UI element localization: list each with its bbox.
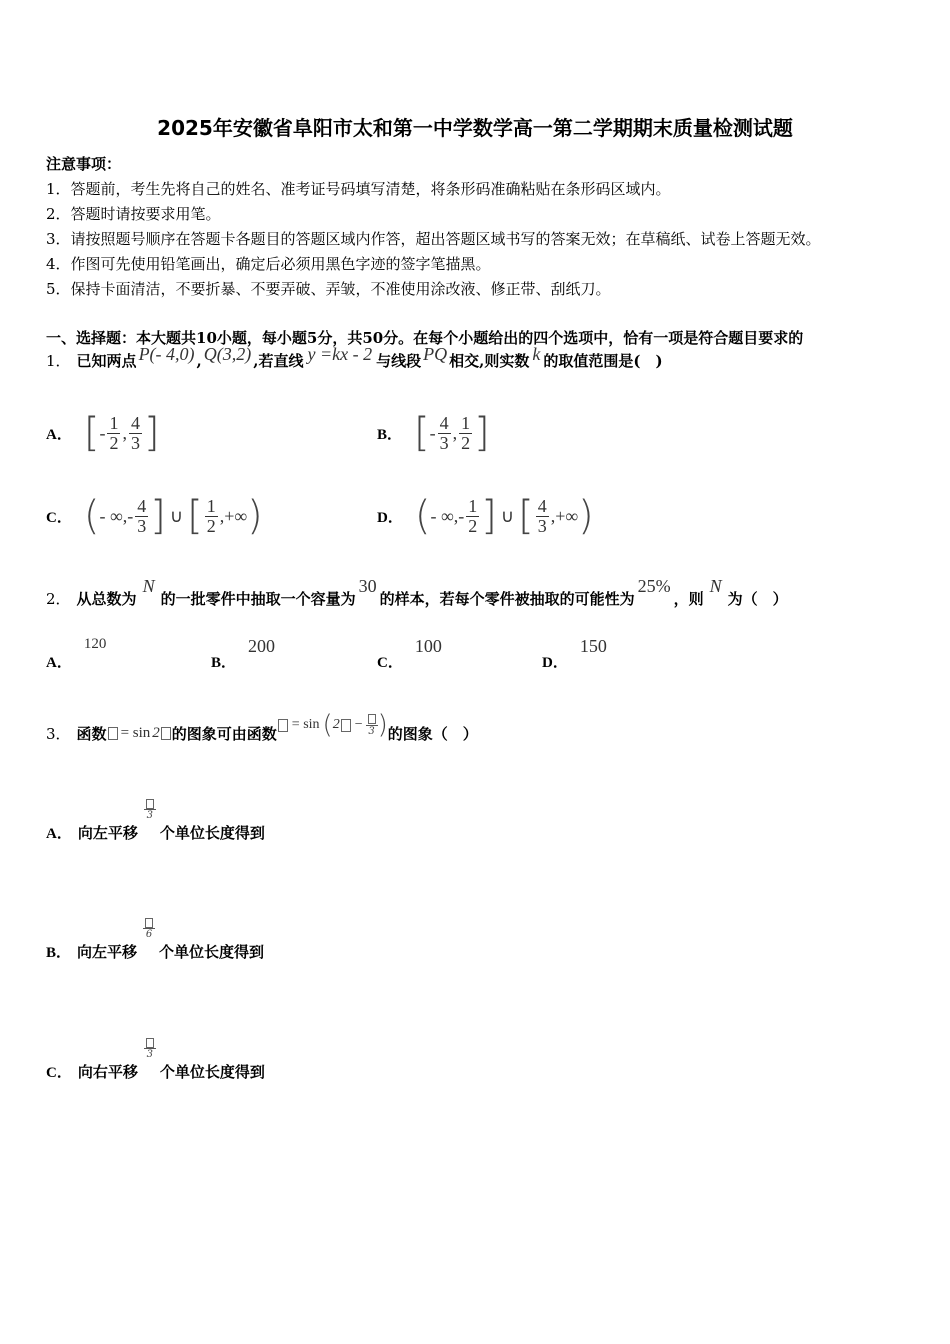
placeholder-glyph-icon [146, 799, 154, 809]
question-text: , [196, 351, 202, 370]
option-text: 个单位长度得到 [159, 1063, 265, 1081]
math-text: 2 [152, 724, 160, 741]
math-text: 2 [332, 717, 340, 732]
fraction-numerator: 1 [109, 412, 119, 433]
q2-option-a[interactable] [46, 636, 106, 672]
q3-option-c[interactable] [46, 1037, 265, 1084]
math-point-p: P(- 4,0) [138, 344, 195, 364]
option-label: C． [377, 655, 403, 671]
question-text: 与线段 [376, 352, 422, 370]
math-k: k [532, 344, 541, 364]
fraction-denominator: 3 [537, 515, 547, 536]
fraction-denominator: 6 [145, 929, 153, 940]
option-label: B． [211, 655, 237, 671]
notice-item: 5．保持卡面清洁，不要折暴、不要弄破、弄皱，不准使用涂改液、修正带、刮纸刀。 [46, 280, 611, 298]
notice-heading: 注意事项： [46, 155, 122, 173]
question-1-stem [46, 344, 663, 371]
bracket-left-icon: [ [83, 410, 100, 456]
math-30: 30 [358, 576, 377, 596]
notice-item: 4．作图可先使用铅笔画出，确定后必须用黑色字迹的签字笔描黑。 [46, 255, 491, 273]
notice-item: 3．请按照题号顺序在答题卡各题目的答题区域内作答，超出答题区域书写的答案无效；在草稿纸、试卷上答题无效。 [46, 230, 821, 248]
question-text: ,若直线 [253, 352, 304, 370]
math-text: - ∞,- [99, 505, 134, 526]
math-text: - [429, 422, 436, 443]
q1-option-c[interactable] [46, 493, 263, 539]
question-text: 函数 [76, 724, 107, 743]
placeholder-glyph-icon [341, 719, 351, 732]
paren-right-icon: ) [247, 493, 263, 539]
option-label: A． [46, 655, 72, 671]
option-text: 个单位长度得到 [159, 943, 265, 961]
bracket-right-icon: ] [481, 493, 497, 539]
paren-left-icon: ( [322, 710, 333, 740]
q2-option-b[interactable] [211, 636, 275, 672]
fraction-denominator: 3 [146, 1049, 154, 1060]
question-text: 的取值范围是( ) [543, 352, 663, 370]
option-label: D． [542, 655, 568, 671]
placeholder-glyph-icon [145, 918, 153, 928]
question-text: 的图象（ ） [387, 724, 478, 743]
option-label: C． [46, 1065, 72, 1081]
bracket-left-icon: [ [414, 410, 430, 456]
option-label: A． [46, 426, 72, 443]
fraction-numerator: 4 [537, 495, 547, 516]
math-line-eq: y =kx - 2 [307, 344, 373, 364]
paren-right-icon: ) [377, 710, 388, 740]
math-point-q: Q(3,2) [203, 344, 252, 364]
notice-item: 1．答题前，考生先将自己的姓名、准考证号码填写清楚，将条形码准确粘贴在条形码区域内。 [46, 180, 671, 198]
fraction-numerator: 1 [206, 495, 216, 516]
math-text: = sin [120, 724, 151, 741]
paren-right-icon: ) [578, 493, 594, 539]
bracket-left-icon: [ [518, 493, 534, 539]
math-text: - [99, 422, 106, 443]
paren-left-icon: ( [83, 493, 100, 539]
fraction-denominator: 3 [439, 432, 449, 453]
bracket-right-icon: ] [143, 410, 160, 456]
question-text: 相交,则实数 [449, 352, 530, 370]
q1-option-a[interactable] [46, 410, 160, 456]
union-symbol: ∪ [500, 505, 515, 526]
paren-left-icon: ( [414, 493, 431, 539]
question-text: 为（ ） [727, 590, 788, 608]
fraction-numerator: 1 [468, 495, 478, 516]
option-text: 向右平移 [77, 1063, 138, 1081]
math-text: , [452, 422, 458, 443]
option-value: 200 [248, 636, 276, 656]
bracket-right-icon: ] [474, 410, 490, 456]
question-number: 1． [46, 352, 71, 370]
q1-option-b[interactable] [377, 410, 490, 456]
placeholder-glyph-icon [146, 1038, 154, 1048]
fraction-denominator: 3 [146, 810, 154, 821]
fraction-numerator: 4 [439, 412, 449, 433]
question-3-stem [46, 710, 478, 748]
fraction-denominator: 2 [206, 515, 216, 536]
fraction-denominator: 3 [130, 432, 140, 453]
option-label: A． [46, 826, 72, 842]
option-text: 向左平移 [77, 943, 138, 961]
q3-option-a[interactable] [46, 798, 265, 845]
fraction-denominator: 2 [109, 432, 119, 453]
math-text: = sin [291, 717, 320, 732]
question-text: ，则 [673, 590, 704, 608]
question-text: 的一批零件中抽取一个容量为 [160, 590, 356, 608]
option-text: 个单位长度得到 [159, 824, 265, 842]
question-number: 3． [46, 724, 71, 743]
fraction-denominator: 2 [468, 515, 478, 536]
fraction-denominator: 2 [461, 432, 471, 453]
question-2-stem [46, 576, 788, 609]
fraction-numerator: 4 [137, 495, 147, 516]
fraction-numerator: 1 [461, 412, 471, 433]
section-heading: 一、选择题：本大题共10小题，每小题5分，共50分。在每个小题给出的四个选项中，恰有一项是符合题目要求的 [46, 329, 804, 347]
q3-option-b[interactable] [46, 917, 264, 964]
math-25-percent: 25% [637, 576, 671, 596]
math-text: − [354, 717, 363, 732]
option-value: 150 [579, 636, 607, 656]
math-text: - ∞,- [430, 505, 465, 526]
question-text: 的图象可由函数 [171, 724, 277, 743]
placeholder-glyph-icon [161, 727, 171, 740]
fraction-numerator: 4 [130, 412, 140, 433]
option-label: D． [377, 509, 403, 526]
bracket-right-icon: ] [150, 493, 166, 539]
q2-option-c[interactable] [377, 636, 442, 672]
union-symbol: ∪ [169, 505, 184, 526]
question-number: 2． [46, 590, 71, 608]
question-text: 的样本，若每个零件被抽取的可能性为 [379, 590, 635, 608]
placeholder-glyph-icon [278, 719, 288, 732]
option-text: 向左平移 [77, 824, 138, 842]
math-segment-pq: PQ [423, 344, 448, 364]
math-function-2 [277, 710, 388, 740]
q1-option-d[interactable] [377, 493, 594, 539]
placeholder-glyph-icon [108, 727, 118, 740]
option-label: B． [377, 426, 403, 443]
option-label: B． [46, 945, 72, 961]
fraction-denominator: 3 [137, 515, 147, 536]
option-value: 100 [414, 636, 442, 656]
option-label: C． [46, 509, 72, 526]
question-text: 从总数为 [76, 590, 137, 608]
notice-item: 2．答题时请按要求用笔。 [46, 205, 221, 223]
q2-option-d[interactable] [542, 636, 607, 672]
math-text: ,+∞ [550, 505, 579, 526]
math-n: N [142, 576, 155, 596]
bracket-left-icon: [ [187, 493, 203, 539]
placeholder-glyph-icon [368, 714, 376, 724]
math-text: ,+∞ [219, 505, 248, 526]
question-text: 已知两点 [76, 352, 137, 370]
math-n: N [709, 576, 722, 596]
option-value: 120 [83, 636, 107, 652]
page-title: 2025年安徽省阜阳市太和第一中学数学高一第二学期期末质量检测试题 [157, 116, 793, 140]
math-text: , [122, 422, 127, 443]
fraction-denominator: 3 [368, 725, 375, 737]
